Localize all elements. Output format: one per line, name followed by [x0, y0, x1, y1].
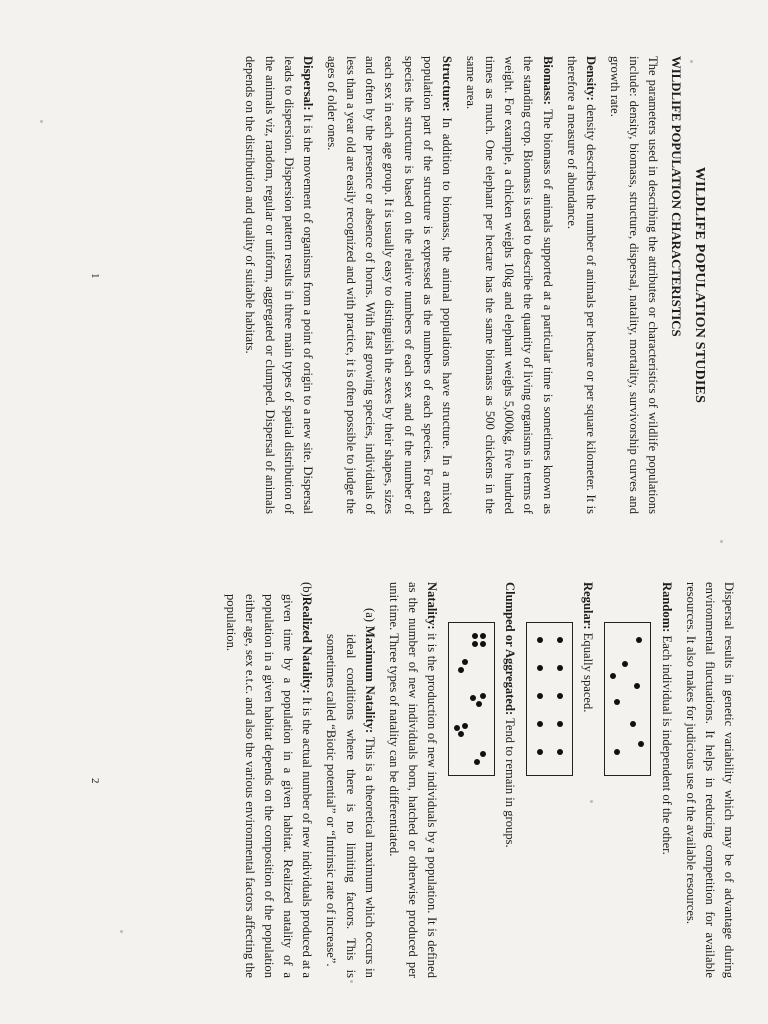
page-number: 2 [89, 778, 101, 784]
diagram-dot [636, 637, 642, 643]
random-label: Random: [659, 582, 674, 633]
regular-paragraph [578, 582, 597, 978]
clumped-paragraph [500, 582, 519, 978]
diagram-dot [470, 695, 476, 701]
natality-text: it is the production of new individuals by a population. It is defined as the number of new individuals born, hatched or otherwise produced per unit time. Three types of natality can be differentiated. [386, 582, 440, 978]
clumped-distribution-diagram [448, 622, 495, 776]
realized-natality-label: Realized Natality: [300, 596, 315, 694]
diagram-dot [557, 665, 563, 671]
diagram-dot [480, 751, 486, 757]
diagram-dot [474, 759, 480, 765]
regular-label: Regular: [581, 582, 596, 630]
diagram-dot [462, 723, 468, 729]
page-1 [0, 56, 768, 514]
diagram-dot [557, 693, 563, 699]
intro-paragraph: The parameters used in describing the attributes or characteristics of wildlife populations include: density, biomass, structure, dispersal, natality, mortality, survivorship curves and growth rate. [608, 56, 661, 514]
density-label: Density: [583, 56, 598, 101]
diagram-dot [458, 731, 464, 737]
diagram-dot [480, 633, 486, 639]
diagram-dot [462, 659, 468, 665]
diagram-dot [472, 633, 478, 639]
diagram-dot [472, 641, 478, 647]
page-2 [0, 582, 768, 978]
clumped-label: Clumped or Aggregated: [503, 582, 518, 716]
maximum-natality-label: Maximum Natality: [362, 625, 377, 734]
clumped-text: Tend to remain in groups. [503, 715, 518, 848]
structure-label: Structure: [439, 56, 454, 112]
page-number: 1 [89, 273, 101, 279]
realized-natality-text: It is the actual number of new individuals produced at a given time by a population in a given habitat. Realized natality of a population in a given habitat depends on the composition of the population either age, sex e.t.c. and also the various environmental factors affecting the population. [223, 594, 315, 978]
section-heading: WILDLIFE POPULATION CHARACTERISTICS [668, 56, 683, 337]
realized-natality-paragraph [221, 582, 317, 978]
diagram-dot [476, 701, 482, 707]
page-title: WILDLIFE POPULATION STUDIES [692, 166, 707, 404]
biomass-text: The biomass of animals supported at a particular time is sometimes known as the standing crop. Biomass is used to describe the quantity of living organisms in terms of weight. For example, a chicken weighs 10kg and elephant weighs 5,000kg, five hundred times as much. One elephant per hectare has the same biomass as 500 chickens in the same area. [464, 56, 555, 514]
maximum-natality-text: This is a theoretical maximum which occurs in ideal conditions where there is no limiting factors. This is sometimes called “Biotic potential” or “Intrinsic rate of increase”. [324, 634, 377, 978]
density-paragraph [562, 56, 600, 514]
diagram-dot [614, 749, 620, 755]
dispersal-paragraph [240, 56, 317, 514]
diagram-dot [610, 673, 616, 679]
max-prefix: (a) [362, 608, 377, 626]
random-text: Each individual is independent of the other. [659, 632, 674, 855]
diagram-dot [458, 667, 464, 673]
dispersal-label: Dispersal: [300, 56, 315, 111]
natality-paragraph [384, 582, 441, 978]
diagram-dot [614, 699, 620, 705]
diagram-dot [557, 721, 563, 727]
real-prefix: (b) [300, 582, 315, 597]
diagram-dot [537, 637, 543, 643]
dispersal-continued-paragraph: Dispersal results in genetic variability which may be of advantage during environmental fluctuations. It helps in reducing competition for available resources. It also makes for judicious use of the available resources. [683, 582, 736, 978]
random-paragraph [656, 582, 675, 978]
regular-distribution-diagram [526, 622, 573, 776]
diagram-dot [557, 749, 563, 755]
diagram-dot [480, 641, 486, 647]
diagram-dot [557, 637, 563, 643]
diagram-dot [537, 665, 543, 671]
dispersal-text: It is the movement of organisms from a point of origin to a new site. Dispersal leads to dispersion. Dispersion pattern results in three main types of spatial distribution of the animals viz, random, regular or uniform, aggregated or clumped. Dispersal of animals depends on the distribution and quality of suitable habitats. [243, 56, 315, 514]
regular-text: Equally spaced. [581, 629, 596, 713]
diagram-dot [537, 749, 543, 755]
random-distribution-diagram [604, 622, 651, 776]
biomass-paragraph [461, 56, 557, 514]
structure-text: In addition to biomass, the animal populations have structure. In a mixed population part of the structure is expressed as the numbers of each species. For each species the structure is based on the relative numbers of each sex and of the number of each sex in each age group. It is usually easy to distinguish the sexes by their shapes, sizes and often by the presence or absence of horns. With fast growing species, individuals of less than a year old are easily recognized and with practice, it is often possible to judge the ages of older ones. [325, 56, 454, 514]
diagram-dot [480, 693, 486, 699]
natality-label: Natality: [425, 582, 440, 630]
structure-paragraph [322, 56, 456, 514]
diagram-dot [630, 721, 636, 727]
diagram-dot [537, 693, 543, 699]
density-text: density describes the number of animals per hectare or per square kilometer. It is therefore a measure of abundance. [564, 56, 598, 514]
maximum-natality-paragraph [321, 608, 378, 978]
biomass-label: Biomass: [540, 56, 555, 105]
diagram-dot [454, 725, 460, 731]
diagram-dot [622, 661, 628, 667]
diagram-dot [537, 721, 543, 727]
diagram-dot [638, 741, 644, 747]
diagram-dot [634, 683, 640, 689]
